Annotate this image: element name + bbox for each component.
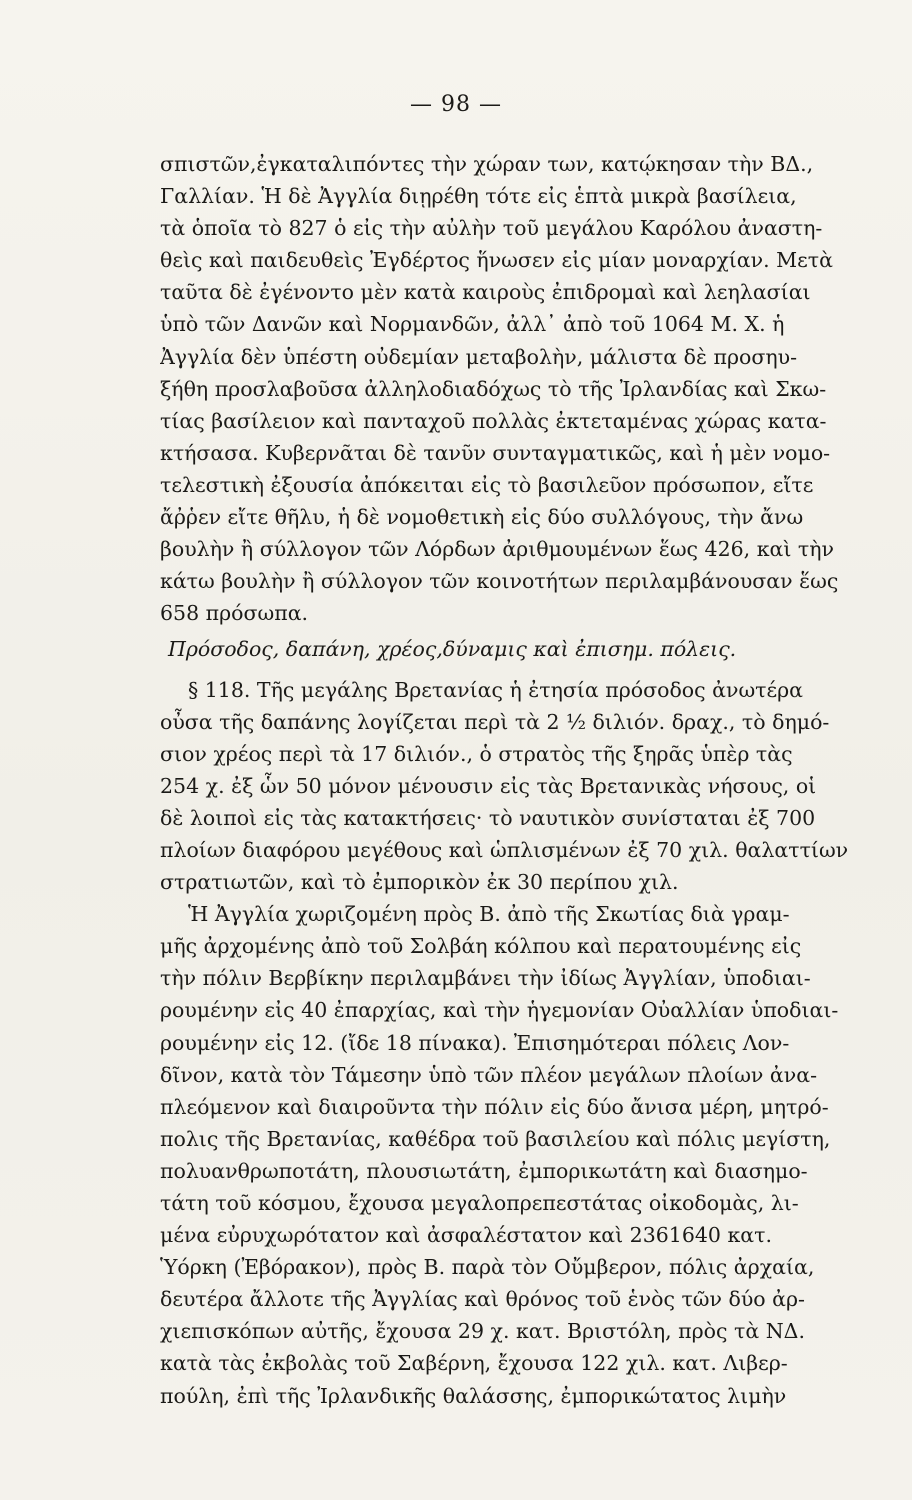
text-line: Ὑόρκη (Ἐβόρακον), πρὸς Β. παρὰ τὸν Οὔμβερον, πόλις ἀρχαία,: [160, 1255, 815, 1280]
text-line: πολις τῆς Βρετανίας, καθέδρα τοῦ βασιλείου καὶ πόλις μεγίστη,: [160, 1126, 831, 1151]
text-line: ταῦτα δὲ ἐγένοντο μὲν κατὰ καιροὺς ἐπιδρομαὶ καὶ λεηλασίαι: [160, 280, 811, 305]
text-line: 254 χ. ἐξ ὧν 50 μόνον μένουσιν εἰς τὰς Βρετανικὰς νήσους, οἱ: [160, 773, 817, 798]
body-text: [160, 148, 880, 1412]
text-line: τάτη τοῦ κόσμου, ἔχουσα μεγαλοπρεπεστάτας οἰκοδομὰς, λι-: [160, 1191, 799, 1215]
text-line: βουλὴν ἢ σύλλογον τῶν Λόρδων ἀριθμουμένων ἕως 426, καὶ τὴν: [160, 537, 835, 562]
text-line: δῖνον, κατὰ τὸν Τάμεσην ὑπὸ τῶν πλέον μεγάλων πλοίων ἀνα-: [160, 1062, 817, 1087]
text-line: τὰ ὁποῖα τὸ 827 ὁ εἰς τὴν αὐλὴν τοῦ μεγάλου Καρόλου ἀναστη-: [160, 216, 823, 241]
text-line: οὖσα τῆς δαπάνης λογίζεται περὶ τὰ 2 ½ διλιόν. δραχ., τὸ δημό-: [160, 709, 830, 734]
text-line: θεὶς καὶ παιδευθεὶς Ἐγδέρτος ἥνωσεν εἰς μίαν μοναρχίαν. Μετὰ: [160, 248, 833, 273]
text-line: κτήσασα. Κυβερνᾶται δὲ τανῦν συνταγματικῶς, καὶ ἡ μὲν νομο-: [160, 440, 831, 465]
text-line: τὴν πόλιν Βερβίκην περιλαμβάνει τὴν ἰδίως Ἀγγλίαν, ὑποδιαι-: [160, 966, 811, 991]
text-line: πλεόμενον καὶ διαιροῦντα τὴν πόλιν εἰς δύο ἄνισα μέρη, μητρό-: [160, 1094, 829, 1119]
text-line: κάτω βουλὴν ἢ σύλλογον τῶν κοινοτήτων περιλαμβάνουσαν ἕως: [160, 569, 839, 594]
text-line: Ἀγγλία δὲν ὑπέστη οὐδεμίαν μεταβολὴν, μάλιστα δὲ προσηυ-: [160, 344, 798, 369]
text-line: τελεστικὴ ἐξουσία ἀπόκειται εἰς τὸ βασιλεῦον πρόσωπον, εἴτε: [160, 472, 814, 497]
text-line: τίας βασίλειον καὶ πανταχοῦ πολλὰς ἐκτεταμένας χώρας κατα-: [160, 408, 827, 433]
text-line: ἄῤῥεν εἴτε θῆλυ, ἡ δὲ νομοθετικὴ εἰς δύο συλλόγους, τὴν ἄνω: [160, 505, 804, 530]
text-line: ρουμένην εἰς 12. (ἴδε 18 πίνακα). Ἐπισημότεραι πόλεις Λον-: [160, 1030, 790, 1055]
text-line: πούλη, ἐπὶ τῆς Ἰρλανδικῆς θαλάσσης, ἐμπορικώτατος λιμὴν: [160, 1383, 787, 1408]
text-line: ρουμένην εἰς 40 ἐπαρχίας, καὶ τὴν ἡγεμονίαν Οὐαλλίαν ὑποδιαι-: [160, 998, 839, 1023]
text-line: 658 πρόσωπα.: [160, 601, 309, 626]
text-line: δὲ λοιποὶ εἰς τὰς κατακτήσεις· τὸ ναυτικὸν συνίσταται ἐξ 700: [160, 805, 816, 830]
text-line: πλοίων διαφόρου μεγέθους καὶ ὡπλισμένων ἐξ 70 χιλ. θαλαττίων: [160, 837, 849, 862]
page-number: — 98 —: [410, 92, 502, 117]
text-line: χιεπισκόπων αὐτῆς, ἔχουσα 29 χ. κατ. Βριστόλη, πρὸς τὰ ΝΔ.: [160, 1319, 805, 1344]
text-line: δευτέρα ἄλλοτε τῆς Ἀγγλίας καὶ θρόνος τοῦ ἑνὸς τῶν δύο ἀρ-: [160, 1287, 805, 1312]
text-line: μῆς ἀρχομένης ἀπὸ τοῦ Σολβάη κόλπου καὶ περατουμένης εἰς: [160, 934, 802, 959]
text-line: μένα εὐρυχωρότατον καὶ ἀσφαλέστατον καὶ 2361640 κατ.: [160, 1223, 772, 1248]
text-line: σπιστῶν,ἐγκαταλιπόντες τὴν χώραν των, κατῴκησαν τὴν ΒΔ.,: [160, 152, 814, 176]
text-line: Ἡ Ἀγγλία χωριζομένη πρὸς Β. ἀπὸ τῆς Σκωτίας διὰ γραμ-: [188, 902, 790, 927]
text-line: ξήθη προσλαβοῦσα ἀλληλοδιαδόχως τὸ τῆς Ἰρλανδίας καὶ Σκω-: [160, 376, 827, 401]
text-line: σιον χρέος περὶ τὰ 17 διλιόν., ὁ στρατὸς τῆς ξηρᾶς ὑπὲρ τὰς: [160, 741, 793, 766]
text-line: πολυανθρωποτάτη, πλουσιωτάτη, ἐμπορικωτάτη καὶ διασημο-: [160, 1158, 808, 1183]
text-line: Γαλλίαν. Ἡ δὲ Ἀγγλία διῃρέθη τότε εἰς ἑπτὰ μικρὰ βασίλεια,: [160, 184, 797, 209]
text-line: ὑπὸ τῶν Δανῶν καὶ Νορμανδῶν, ἀλλ᾽ ἀπὸ τοῦ 1064 Μ. Χ. ἡ: [160, 312, 785, 337]
text-line: στρατιωτῶν, καὶ τὸ ἐμπορικὸν ἐκ 30 περίπου χιλ.: [160, 870, 679, 895]
section-heading: Πρόσοδος, δαπάνη, χρέος,δύναμις καὶ ἐπισημ. πόλεις.: [168, 637, 737, 662]
text-line: κατὰ τὰς ἐκβολὰς τοῦ Σαβέρνη, ἔχουσα 122 χιλ. κατ. Λιβερ-: [160, 1351, 788, 1376]
text-line: § 118. Τῆς μεγάλης Βρετανίας ἡ ἐτησία πρόσοδος ἀνωτέρα: [188, 677, 804, 702]
